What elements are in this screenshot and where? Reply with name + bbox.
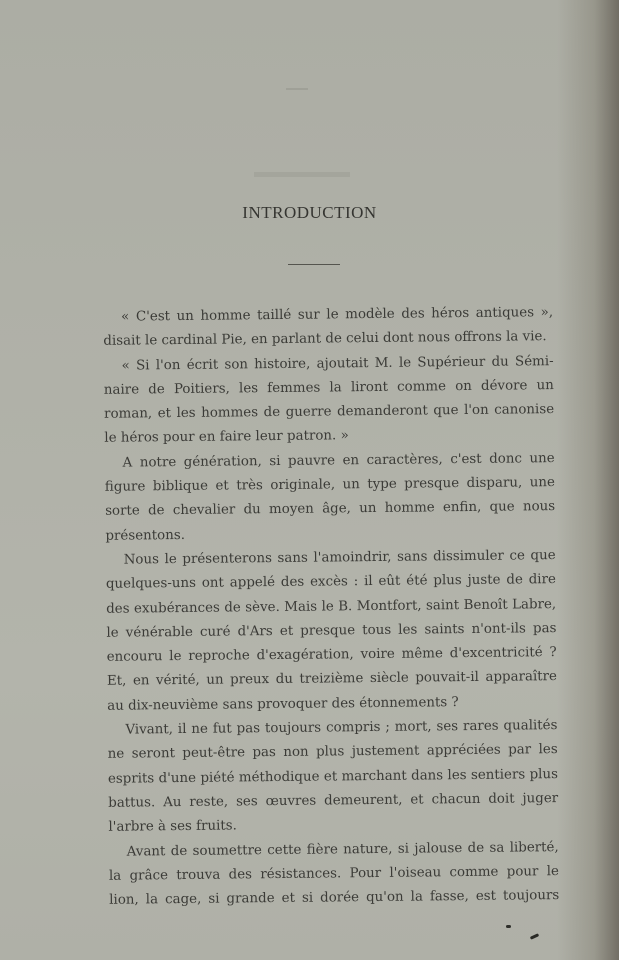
ink-speck: [506, 925, 511, 928]
text-line: naire de Poitiers, les femmes la liront comme on dévore un: [103, 377, 554, 398]
paragraph: [86, 350, 555, 452]
text-line: « Si l'on écrit son histoire, ajoutait M. le Supérieur du Sémi-: [121, 353, 554, 374]
text-line: sorte de chevalier du moyen âge, un homme enfin, que nous: [105, 499, 556, 520]
text-line: le vénérable curé d'Ars et presque tous les saints n'ont-ils pas: [106, 620, 557, 641]
paragraph: [89, 714, 558, 840]
text-line: la grâce trouva des résistances. Pour l'oiseau comme pour le: [108, 863, 560, 884]
paragraph: [91, 836, 560, 914]
text-line: Avant de soumettre cette fière nature, si jalouse de sa liberté,: [126, 839, 559, 860]
text-line: ne seront peut-être pas non plus justement appréciées par les: [107, 742, 558, 763]
text-line: battus. Au reste, ses œuvres demeurent, et chacun doit juger: [108, 791, 559, 811]
text-line: des exubérances de sève. Mais le B. Montfort, saint Benoît Labre,: [106, 596, 557, 617]
text-line: roman, et les hommes de guerre demanderont que l'on canonise: [104, 402, 555, 422]
text-line: disait le cardinal Pie, en parlant de celui dont nous offrons la vie.: [103, 329, 547, 350]
paragraph: [87, 447, 556, 549]
body-text: [85, 301, 559, 913]
text-line: figure biblique et très originale, un type presque disparu, une: [104, 475, 555, 495]
paragraph: [85, 301, 553, 354]
text-line: présentons.: [105, 527, 185, 544]
title-rule-divider: [288, 264, 340, 265]
text-line: « C'est un homme taillé sur le modèle des héros antiques »,: [121, 305, 554, 325]
text-line: lion, la cage, si grande et si dorée qu'on la fasse, est toujours: [109, 888, 560, 908]
chapter-title: INTRODUCTION: [242, 203, 377, 222]
paragraph: [88, 544, 558, 719]
text-line: Nous le présenterons sans l'amoindrir, sans dissimuler ce que: [123, 548, 556, 568]
text-line: Et, en vérité, un preux du treizième siècle pouvait-il apparaître: [106, 669, 557, 690]
text-line: le héros pour en faire leur patron. »: [104, 428, 349, 447]
text-line: au dix-neuvième sans provoquer des étonnements ?: [107, 694, 459, 714]
text-line: quelques-uns ont appelé des excès : il eût été plus juste de dire: [105, 572, 556, 593]
bleed-through-mark: [254, 172, 350, 177]
bleed-through-mark: [286, 88, 308, 90]
ink-speck: [530, 933, 539, 940]
text-line: A notre génération, si pauvre en caractères, c'est donc une: [122, 450, 555, 471]
text-line: Vivant, il ne fut pas toujours compris ; mort, ses rares qualités: [125, 718, 558, 738]
text-line: encouru le reproche d'exagération, voire même d'excentricité ?: [106, 645, 557, 665]
text-line: l'arbre à ses fruits.: [108, 818, 237, 836]
text-line: esprits d'une piété méthodique et marchant dans les sentiers plus: [107, 766, 559, 787]
